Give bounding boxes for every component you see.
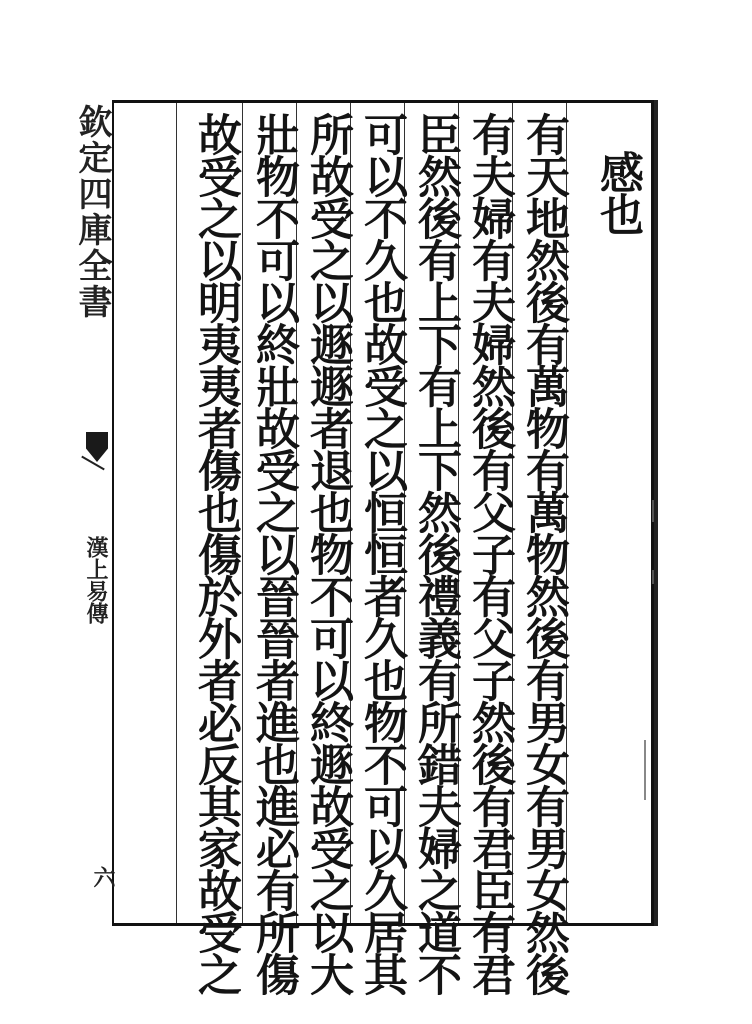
column-rule: [242, 103, 243, 923]
page-frame-edge: [654, 100, 658, 926]
text-column-7: 壯物不可以終壯故受之以晉晉者進也進必有所傷: [248, 112, 299, 994]
text-column-2: 有天地然後有萬物有萬物然後有男女有男女然後: [518, 112, 569, 994]
margin-column: [72, 96, 116, 926]
column-rule: [176, 103, 177, 923]
text-column-4: 臣然後有上下有上下然後禮義有所錯夫婦之道不: [410, 112, 461, 994]
text-column-8: 故受之以明夷夷者傷也傷於外者必反其家故受之: [190, 112, 241, 994]
text-column-1: 感也: [592, 150, 643, 234]
text-column-3: 有夫婦有夫婦然後有父子有父子然後有君臣有君: [464, 112, 515, 994]
margin-page-number: 六: [90, 866, 116, 888]
text-column-5: 可以不久也故受之以恒恒者久也物不可以久居其: [356, 112, 407, 994]
text-column-9: [122, 112, 172, 912]
fish-tail-line: [81, 456, 105, 471]
print-mark: [644, 740, 646, 800]
print-mark: [652, 500, 654, 522]
margin-book-title: 漢上易傳: [83, 536, 109, 624]
margin-title: 欽定四庫全書: [72, 104, 112, 320]
print-mark: [652, 570, 654, 584]
fish-tail-mark-icon: [86, 432, 108, 462]
text-column-6: 所故受之以遯遯者退也物不可以終遯故受之以大: [302, 112, 353, 994]
